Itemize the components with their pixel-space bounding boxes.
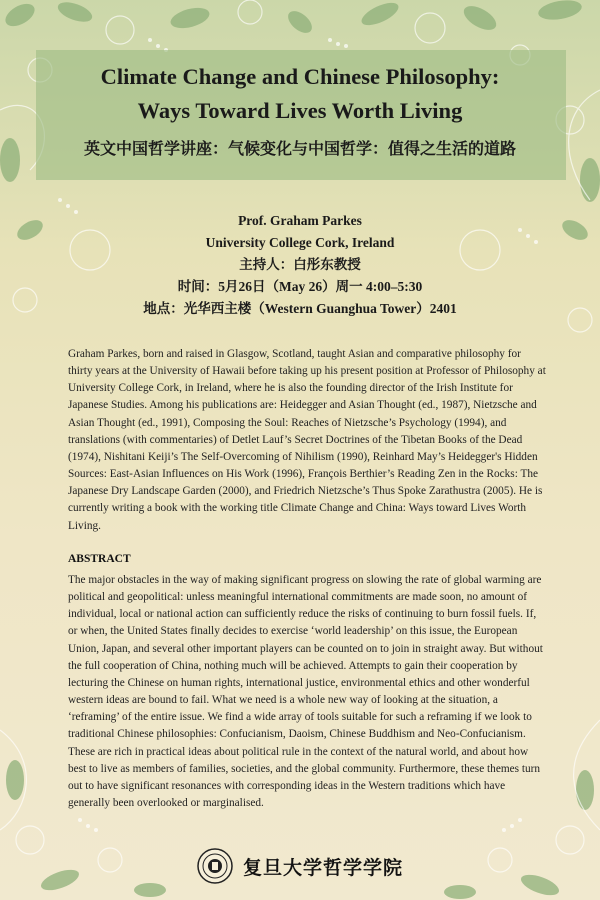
title-block (0, 60, 600, 159)
speaker-bio: Graham Parkes, born and raised in Glasgow, Scotland, taught Asian and comparative philosophy for thirty years at the University of Hawaii before taking up his present position at Professor of Philosophy at University College Cork, in Ireland, where he is also the founding director of the Irish Institute for Japanese Studies. Among his publications are: Heidegger and Asian Thought (ed., 1987), Nietzsche and Asian Thought (ed., 1991), Composing the Soul: Reaches of Nietzsche’s Psychology (1994), and translations (with commentaries) of Detlet Lauf’s Secret Doctrines of the Tibetan Books of the Dead (1974), Nishitani Keiji’s The Self-Overcoming of Nihilism (1990), Reinhard May’s Heidegger's Hidden Sources: East-Asian Influences on His Work (1996), François Berthier’s Reading Zen in the Rocks: The Japanese Dry Landscape Garden (2000), and Friedrich Nietzsche’s Thus Spoke Zarathustra (2005). He is currently writing a book with the working title Climate Change and China: Ways toward Lives Worth Living. (68, 348, 546, 532)
host: 主持人：白彤东教授 (239, 257, 361, 272)
english-title (0, 60, 600, 128)
event-time: 时间：5月26日（May 26）周一 4:00–5:30 (177, 279, 423, 294)
chinese-title: 英文中国哲学讲座：气候变化与中国哲学：值得之生活的道路 (83, 139, 516, 158)
english-title-line1: Climate Change and Chinese Philosophy: (100, 64, 500, 89)
abstract-text: The major obstacles in the way of making significant progress on slowing the rate of global warming are political and geopolitical: unless meaningful international commitments are made soon, no amount of individual, local or national action can sufficiently reduce the risks of continuing to burn fossil fuels. If, or when, the United States finally decides to exercise ‘world leadership’ on this issue, the European Union, Japan, and several other important players can be counted on to join in straight away. But without the full cooperation of China, nothing much will be achieved. Attempts to gain their cooperation by lecturing the Chinese on human rights, international justice, environmental ethics and other wonderful western ideas are bound to fail. What we need is a whole new way of looking at the situation, a ‘reframing’ of the entire issue. We find a wide array of tools suitable for such a reframing if we look to traditional Chinese philosophies: Confucianism, Daoism, Chinese Buddhism and Neo-Confucianism. These are rich in practical ideas about political rule in the context of the natural world, and about how best to live as members of families, societies, and the global community. Furthermore, these themes turn out to have significant resonances with corresponding ideas in the Western traditions which have generally been overlooked or marginalised. (68, 574, 543, 810)
fudan-seal-icon (197, 848, 233, 884)
footer (0, 846, 600, 886)
speaker-affiliation: University College Cork, Ireland (205, 235, 395, 250)
school-name: 复旦大学哲学学院 (242, 856, 403, 879)
abstract-heading: ABSTRACT (68, 553, 131, 565)
event-location: 地点：光华西主楼（Western Guanghua Tower）2401 (143, 301, 457, 316)
english-title-line2: Ways Toward Lives Worth Living (137, 98, 463, 123)
speaker-name: Prof. Graham Parkes (238, 213, 362, 228)
event-info (0, 210, 600, 320)
